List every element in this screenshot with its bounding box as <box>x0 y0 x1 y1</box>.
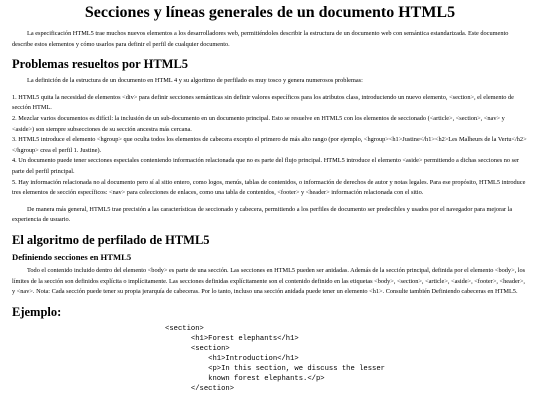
defining-sections-subheading: Definiendo secciones en HTML5 <box>12 251 132 262</box>
algorithm-heading: El algoritmo de perfilado de HTML5 <box>12 232 210 247</box>
list-item: 4. Un documento puede tener secciones especiales conteniendo información relacionada que no es parte del flujo principal. HTML5 introduce el elemento <aside> permitiendo a dichas secciones no ser parte del perfil principal. <box>12 157 519 175</box>
intro-paragraph: La especificación HTML5 trae muchos nuevos elementos a los desarrolladores web, permitiéndoles describir la estructura de un documento web con semántica estandarizada. Este documento describe estos elementos y cómo usarlos para definir el perfil de cualquier documento. <box>12 30 509 48</box>
code-example: <section> <h1>Forest elephants</h1> <section> <h1>Introduction</h1> <p>In this section, we discuss the lesser known forest elephants.</p> </section> <box>165 324 385 393</box>
list-item: 3. HTML5 introduce el elemento <hgroup> que oculta todos los elementos de cabecera excepto el primero de más alto rango (por ejemplo, <hgroup><h1>Justine</h1><h2>Les Malheurs de la Vertu</h2></hgroup> crea el perfil 1. Justine). <box>12 136 527 154</box>
problems-list <box>12 93 528 199</box>
list-item: 2. Mezclar varios documentos es difícil: la inclusión de un sub-documento en un documento principal. Esto se resuelve en HTML5 con los elementos de seccionado (<article>, <section>, <nav> y <aside>) son siempre subsecciones de su sección ancestra más cercana. <box>12 114 505 133</box>
document <box>12 0 528 394</box>
problems-intro-paragraph: La definición de la estructura de un documento en HTML 4 y su algoritmo de perfilado es muy tosco y genera numerosos problemas: <box>27 77 363 85</box>
algorithm-paragraph: Todo el contenido incluido dentro del elemento <body> es parte de una sección. Las secciones en HTML5 pueden ser anidadas. Además de la sección principal, definida por el elemento <body>, los límites de la sección son definidos explícita o implícitamente. Las secciones definidas explícitamente son el contenido definido en las etiquetas <body>, <section>, <article>, <aside>, <footer>, <header>, y <nav>. Nota: Cada sección puede tener su propia jerarquía de cabeceras. Por lo tanto, incluso una sección anidada puede tener un elemento <h1>. Consulte también Definiendo cabeceras en HTML5. <box>12 266 526 296</box>
problems-summary-paragraph: De manera más general, HTML5 trae precisión a las características de seccionado y cabecera, permitiendo a los perfiles de documento ser predecibles y usados por el navegador para mejorar la experiencia de usuario. <box>12 205 513 224</box>
list-item: 5. Hay información relacionada no al documento pero sí al sitio entero, como logos, menús, tablas de contenidos, o información de derechos de autor y notas legales. Para ese propósito, HTML5 introduce tres elementos de sección específicos: <nav> para colecciones de enlaces, como una tabla de contenidos, <footer> y <header> información relacionada con el sitio. <box>12 178 526 197</box>
list-item: 1. HTML5 quita la necesidad de elementos <div> para definir secciones semánticas sin definir valores específicos para los atributos class, introduciendo un nuevo elemento, <section>, el elemento de sección HTML. <box>12 93 514 112</box>
page-title: Secciones y líneas generales de un documento HTML5 <box>84 4 456 21</box>
problems-heading: Problemas resueltos por HTML5 <box>12 57 189 72</box>
example-heading: Ejemplo: <box>12 304 62 319</box>
